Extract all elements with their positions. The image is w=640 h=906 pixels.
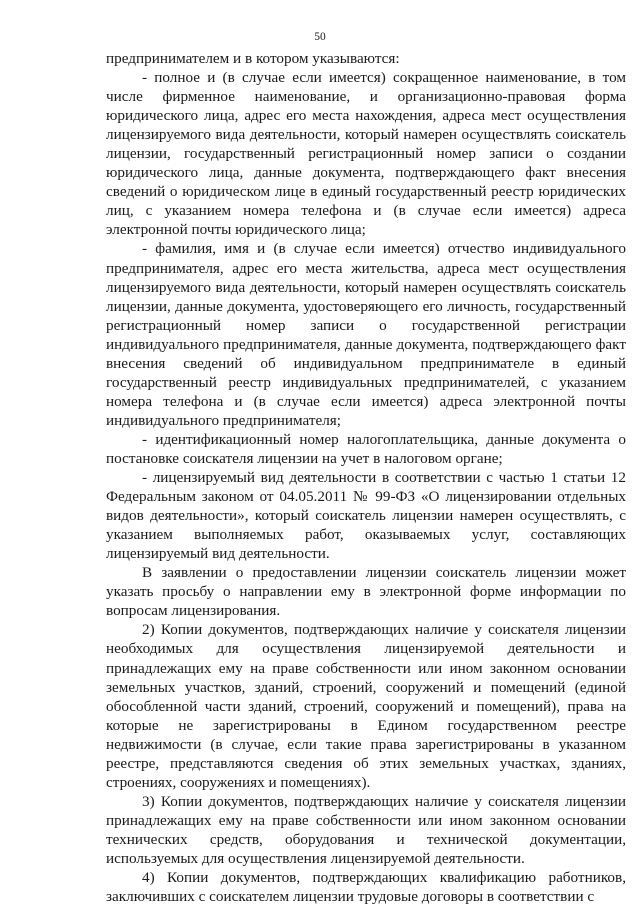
paragraph-legal-entity-details: - полное и (в случае если имеется) сокращенное наименование, в том числе фирменное наименование, и организационно-правовая форма юридического лица, адрес его места нахождения, адреса мест осуществления лицензируемого вида деятельности, который намерен осуществлять соискатель лицензии, государственный регистрационный номер записи о создании юридического лица, данные документа, подтверждающего факт внесения сведений о юридическом лице в единый государственный реестр юридических лиц, с указанием номера телефона и (в случае если имеется) адреса электронной почты юридического лица;	[106, 69, 626, 239]
paragraph-item-4: 4) Копии документов, подтверждающих квалификацию работников, заключивших с соискателем лицензии трудовые договоры в соответствии с	[106, 869, 626, 906]
paragraph-item-3: 3) Копии документов, подтверждающих наличие у соискателя лицензии принадлежащих ему на праве собственности или ином законном основании технических средств, оборудования и технической документации, используемых для осуществления лицензируемой деятельности.	[106, 792, 626, 867]
paragraph-electronic-request: В заявлении о предоставлении лицензии соискатель лицензии может указать просьбу о направлении ему в электронной форме информации по вопросам лицензирования.	[106, 564, 626, 620]
paragraph-item-2: 2) Копии документов, подтверждающих наличие у соискателя лицензии необходимых для осуществления лицензируемой деятельности и принадлежащих ему на праве собственности или ином законном основании земельных участков, зданий, строений, сооружений и помещений (единой обособленной части зданий, строений, сооружений и помещений), права на которые не зарегистрированы в Едином государственном реестре недвижимости (в случае, если такие права зарегистрированы в указанном реестре, представляются сведения об этих земельных участках, зданиях, строениях, сооружениях и помещениях).	[106, 621, 626, 791]
paragraph-continuation: предпринимателем и в котором указываются:	[106, 50, 400, 67]
document-body	[106, 49, 626, 906]
page-number: 50	[314, 31, 326, 43]
paragraph-taxpayer-id: - идентификационный номер налогоплательщика, данные документа о постановке соискателя лицензии на учет в налоговом органе;	[106, 430, 626, 467]
paragraph-individual-entrepreneur-details: - фамилия, имя и (в случае если имеется) отчество индивидуального предпринимателя, адрес его места жительства, адреса мест осуществления лицензируемого вида деятельности, который намерен осуществлять соискатель лицензии, данные документа, удостоверяющего его личность, государственный регистрационный номер записи о государственной регистрации индивидуального предпринимателя, данные документа, подтверждающего факт внесения сведений об индивидуальном предпринимателе в единый государственный реестр индивидуальных предпринимателей, с указанием номера телефона и (в случае если имеется) адреса электронной почты индивидуального предпринимателя;	[106, 240, 626, 429]
paragraph-licensed-activity: - лицензируемый вид деятельности в соответствии с частью 1 статьи 12 Федеральным законом от 04.05.2011 № 99-ФЗ «О лицензировании отдельных видов деятельности», который соискатель лицензии намерен осуществлять, с указанием выполняемых работ, оказываемых услуг, составляющих лицензируемый вид деятельности.	[106, 469, 626, 563]
